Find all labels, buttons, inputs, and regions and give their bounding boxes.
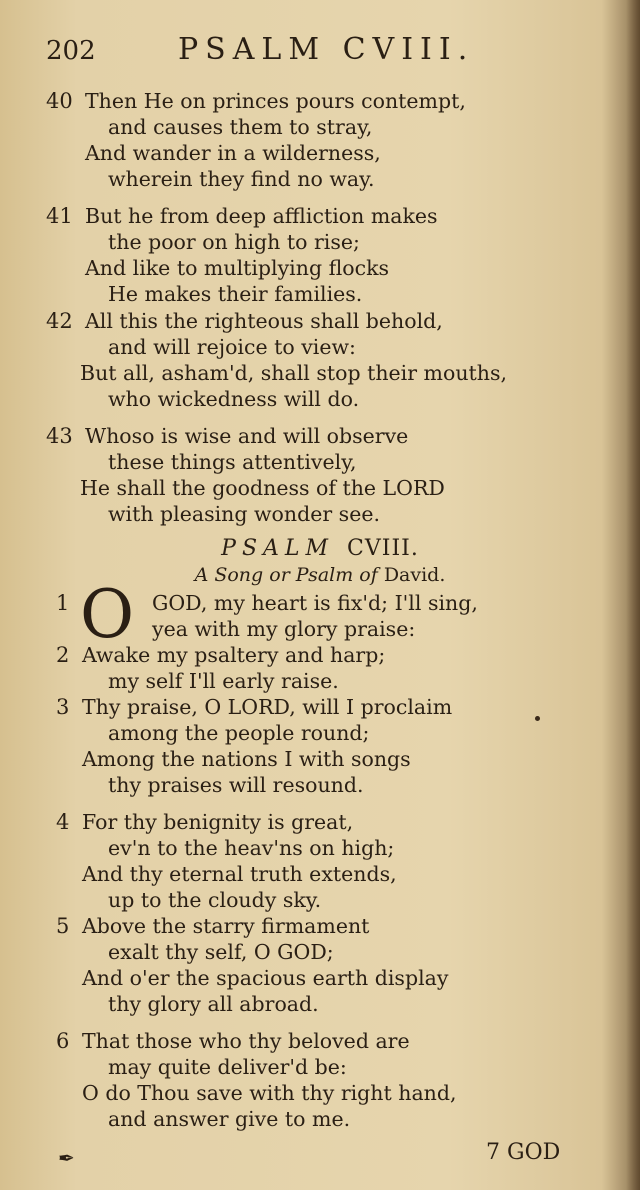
verse-line: Above the starry firmament [82,914,370,938]
page-header [0,30,640,70]
verse-line: Thy praise, O LORD, will I proclaim [82,695,453,719]
verse-line: And like to multiplying flocks [85,256,390,280]
psalm-heading-italic: PSALM [221,536,335,561]
verse-line: my self I'll early raise. [108,669,339,693]
verse-line: For thy benignity is great, [82,810,354,834]
drop-cap: O [80,576,135,653]
verse-line: He shall the goodness of the LORD [80,476,445,500]
verse-number: 40 [46,89,73,113]
verse-line: thy glory all abroad. [108,992,319,1016]
verse-line: up to the cloudy sky. [108,888,322,912]
verse-line: exalt thy self, O GOD; [108,940,334,964]
verse-number: 3 [56,695,70,719]
verse-line: And o'er the spacious earth display [82,966,449,990]
verse-line: And thy eternal truth extends, [82,862,397,886]
verse-line: He makes their families. [108,282,363,306]
verse-line: with pleasing wonder see. [108,502,380,526]
verse-line: All this the righteous shall behold, [85,309,443,333]
psalm-heading [0,535,640,563]
psalm-heading-number: CVIII. [347,536,419,561]
verse-line: Awake my psaltery and harp; [82,643,386,667]
verse-line: the poor on high to rise; [108,230,360,254]
verse-line: yea with my glory praise: [152,617,416,641]
verse-number: 1 [56,591,70,615]
verse-number: 41 [46,204,73,228]
psalm-subheading-italic: A Song or Psalm of [194,564,378,586]
verse-line: and causes them to stray, [108,115,373,139]
verse-line: And wander in a wilderness, [85,141,381,165]
running-title: PSALM CVIII. [178,32,475,67]
page-edge-shadow [626,0,640,1190]
verse-number: 4 [56,810,70,834]
verse-line: and will rejoice to view: [108,335,356,359]
verse-line: and answer give to me. [108,1107,351,1131]
verse-line: Then He on princes pours contempt, [85,89,466,113]
margin-mark [535,716,540,721]
verse-number: 5 [56,914,70,938]
page-number: 202 [46,36,96,66]
verse-number: 42 [46,309,73,333]
verse-line: wherein they find no way. [108,167,375,191]
verse-number: 43 [46,424,73,448]
verse-number: 6 [56,1029,70,1053]
psalm-subheading-author: David. [383,564,446,586]
verse-line: ev'n to the heav'ns on high; [108,836,395,860]
verse-line: GOD, my heart is fix'd; I'll sing, [152,591,478,615]
verse-line: Among the nations I with songs [82,747,411,771]
verse-line: That those who thy beloved are [82,1029,410,1053]
verse-line: thy praises will resound. [108,773,364,797]
verse-line: Whoso is wise and will observe [85,424,409,448]
verse-line: But all, asham'd, shall stop their mouths, [80,361,508,385]
verse-line: O do Thou save with thy right hand, [82,1081,457,1105]
verse-line: these things attentively, [108,450,357,474]
verse-line: among the people round; [108,721,370,745]
verse-line: who wickedness will do. [108,387,360,411]
verse-number: 2 [56,643,70,667]
verse-line: But he from deep affliction makes [85,204,438,228]
verse-line: may quite deliver'd be: [108,1055,347,1079]
catchword: 7 GOD [486,1140,561,1165]
pen-flourish-icon: ✒ [58,1146,75,1170]
